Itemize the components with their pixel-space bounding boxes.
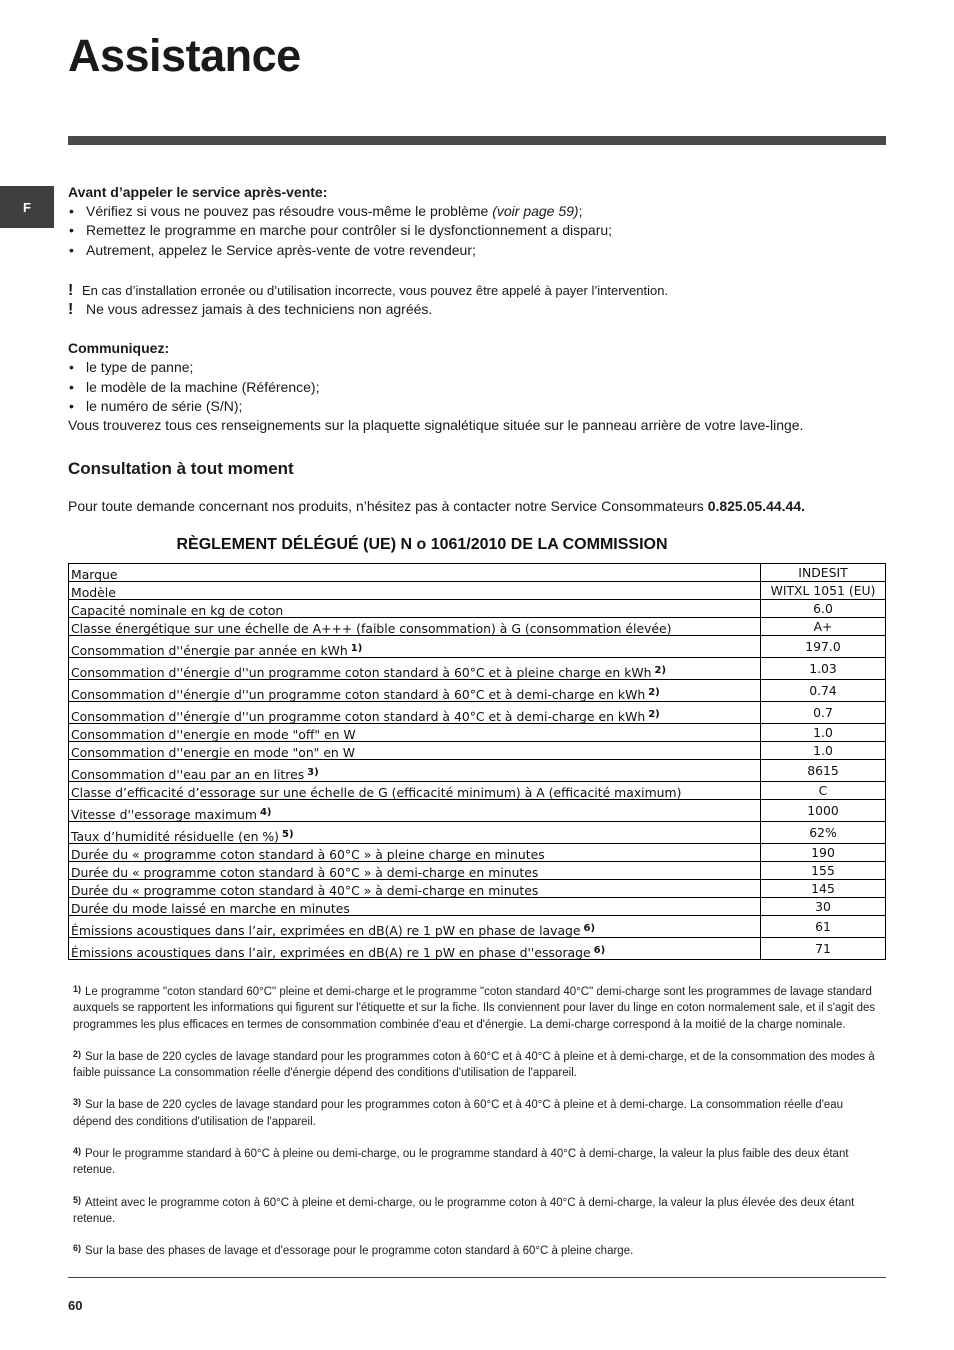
footnotes xyxy=(73,981,883,1273)
row-label: Émissions acoustiques dans l’air, exprimées en dB(A) re 1 pW en phase de lavage $^{6)}$ xyxy=(69,916,761,938)
row-label: Consommation d''énergie d''un programme coton standard à 40°C et à demi-charge en kWh $^{2)}$ xyxy=(69,702,761,724)
communicate-footer: Vous trouverez tous ces renseignements sur la plaquette signalétique située sur le panneau arrière de votre lave-linge. xyxy=(68,417,804,434)
row-label: Consommation d''eau par an en litres $^{3)}$ xyxy=(69,760,761,782)
row-label: Marque xyxy=(69,564,761,582)
row-value: 155 xyxy=(761,862,886,880)
title-divider xyxy=(68,136,886,145)
table-row xyxy=(69,724,886,742)
table-row xyxy=(69,658,886,680)
footnote: $^{3)}$ Sur la base de 220 cycles de lavage standard pour les programmes coton à 60°C et à 40°C à pleine et à demi-charge. La consommation réelle d'eau dépend des conditions d'utilisation de l'appareil. xyxy=(73,1097,844,1128)
footnote: $^{4)}$ Pour le programme standard à 60°C à pleine ou demi-charge, ou le programme standard à 40°C à demi-charge, la valeur la plus faible des deux étant retenue. xyxy=(73,1146,849,1177)
footnote: $^{6)}$ Sur la base des phases de lavage et d'essorage pour le programme coton standard à 60°C à pleine charge. xyxy=(73,1243,634,1258)
communicate-list xyxy=(68,358,888,416)
table-row xyxy=(69,636,886,658)
footnote-marker: 3) xyxy=(73,1097,82,1108)
footnote: $^{2)}$ Sur la base de 220 cycles de lavage standard pour les programmes coton à 60°C et à 40°C à pleine et à demi-charge, et de la consommation des modes à faible puissance La consommation réelle d'énergie dépend des conditions d'utilisation de l'appareil. xyxy=(73,1048,875,1080)
table-row xyxy=(69,680,886,702)
row-value: A+ xyxy=(761,618,886,636)
language-tab: F xyxy=(0,186,54,228)
warning-note: ! En cas d’installation erronée ou d’utilisation incorrecte, vous pouvez être appelé à payer l’intervention. xyxy=(68,281,669,299)
consultation-text: Pour toute demande concernant nos produits, n’hésitez pas à contacter notre Service Consommateurs 0.825.05.44.44. xyxy=(68,498,805,515)
before-call-list xyxy=(68,202,888,260)
row-value: 145 xyxy=(761,880,886,898)
table-row xyxy=(69,938,886,960)
table-row xyxy=(69,862,886,880)
page-reference: (voir page 59) xyxy=(492,203,579,220)
row-value: 197.0 xyxy=(761,636,886,658)
table-row xyxy=(69,742,886,760)
footnote-marker: 5) xyxy=(73,1194,82,1205)
footnote-marker: 4) xyxy=(259,807,272,818)
table-row xyxy=(69,782,886,800)
table-row xyxy=(69,564,886,582)
table-row xyxy=(69,702,886,724)
row-value: 8615 xyxy=(761,760,886,782)
warning-note: ! Ne vous adressez jamais à des techniciens non agréés. xyxy=(68,301,433,319)
row-label: Consommation d''énergie d''un programme coton standard à 60°C et à demi-charge en kWh $^{2)}$ xyxy=(69,680,761,702)
row-label: Consommation d''energie en mode "off" en W xyxy=(69,724,761,742)
row-value: 30 xyxy=(761,898,886,916)
table-row xyxy=(69,760,886,782)
footnote-marker: 2) xyxy=(648,709,660,720)
row-value: 1000 xyxy=(761,800,886,822)
row-value: 1.0 xyxy=(761,724,886,742)
footnote-marker: 6) xyxy=(583,923,596,934)
row-value: 190 xyxy=(761,844,886,862)
row-label: Durée du « programme coton standard à 40°C » à demi-charge en minutes xyxy=(69,880,761,898)
list-item: • Remettez le programme en marche pour contrôler si le dysfonctionnement a disparu; xyxy=(68,221,888,240)
row-value: 1.03 xyxy=(761,658,886,680)
row-label: Consommation d''energie en mode "on" en W xyxy=(69,742,761,760)
row-value: 0.7 xyxy=(761,702,886,724)
row-value: C xyxy=(761,782,886,800)
list-item: • Autrement, appelez le Service après-vente de votre revendeur; xyxy=(68,241,888,260)
row-value: 0.74 xyxy=(761,680,886,702)
table-row xyxy=(69,916,886,938)
row-value: 71 xyxy=(761,938,886,960)
page-number: 60 xyxy=(68,1298,83,1313)
row-label: Durée du « programme coton standard à 60°C » à pleine charge en minutes xyxy=(69,844,761,862)
row-value: 61 xyxy=(761,916,886,938)
row-label: Taux d’humidité résiduelle (en %) $^{5)}$ xyxy=(69,822,761,844)
table-row xyxy=(69,844,886,862)
row-label: Vitesse d''essorage maximum $^{4)}$ xyxy=(69,800,761,822)
table-row xyxy=(69,822,886,844)
footnote-marker: 3) xyxy=(307,767,319,778)
footnote-marker: 6) xyxy=(593,945,606,956)
list-item: • le type de panne; xyxy=(68,358,888,377)
footnote-marker: 6) xyxy=(73,1243,82,1254)
list-item: • le numéro de série (S/N); xyxy=(68,397,888,416)
page-title: Assistance xyxy=(68,30,301,81)
regulation-title: RÈGLEMENT DÉLÉGUÉ (UE) N o 1061/2010 DE LA COMMISSION xyxy=(176,536,668,553)
list-item: • Vérifiez si vous ne pouvez pas résoudre vous-même le problème (voir page 59); xyxy=(68,202,888,221)
footnote-marker: 2) xyxy=(654,665,667,676)
footnote-marker: 2) xyxy=(73,1048,82,1059)
footnote: $^{1)}$ Le programme "coton standard 60°C" pleine et demi-charge et le programme "coton standard 40°C" demi-charge sont les programmes de lavage standard auxquels se rapportent les informations qui figurent sur l'étiquette et sur la fiche. Ils conviennent pour laver du linge en coton normalement sale, et il s'agit des programmes les plus efficaces en termes de consommation combinée d'eau et d'énergie. La demi-charge correspond à la moitié de la charge nominale. xyxy=(73,984,876,1031)
exclamation-icon: ! xyxy=(68,281,74,299)
row-value: WITXL 1051 (EU) xyxy=(761,582,886,600)
row-label: Capacité nominale en kg de coton xyxy=(69,600,761,618)
before-call-heading: Avant d’appeler le service après-vente: xyxy=(68,184,328,200)
row-value: 62% xyxy=(761,822,886,844)
table-row xyxy=(69,582,886,600)
list-item: • le modèle de la machine (Référence); xyxy=(68,378,888,397)
row-value: INDESIT xyxy=(761,564,886,582)
table-row xyxy=(69,800,886,822)
service-phone-number: 0.825.05.44.44. xyxy=(707,498,805,515)
product-fiche-table xyxy=(68,563,886,960)
table-row xyxy=(69,880,886,898)
footnote-marker: 1) xyxy=(350,643,363,654)
row-label: Consommation d''énergie par année en kWh $^{1)}$ xyxy=(69,636,761,658)
row-label: Durée du « programme coton standard à 60°C » à demi-charge en minutes xyxy=(69,862,761,880)
footnote-marker: 5) xyxy=(281,829,294,840)
footer-divider xyxy=(68,1277,886,1278)
row-label: Émissions acoustiques dans l’air, exprimées en dB(A) re 1 pW en phase d''essorage $^{6)}$ xyxy=(69,938,761,960)
table-row xyxy=(69,600,886,618)
footnote-marker: 2) xyxy=(648,687,660,698)
row-label: Consommation d''énergie d''un programme coton standard à 60°C et à pleine charge en kWh $^{2)}$ xyxy=(69,658,761,680)
row-value: 6.0 xyxy=(761,600,886,618)
assistance-content xyxy=(68,183,888,517)
footnote-marker: 4) xyxy=(73,1146,82,1157)
footnote: $^{5)}$ Atteint avec le programme coton à 60°C à pleine et demi-charge, ou le programme coton à 40°C à demi-charge, la valeur la plus élevée des deux étant retenue. xyxy=(73,1194,855,1225)
exclamation-icon: ! xyxy=(68,301,74,319)
row-label: Durée du mode laissé en marche en minutes xyxy=(69,898,761,916)
row-label: Modèle xyxy=(69,582,761,600)
row-value: 1.0 xyxy=(761,742,886,760)
table-row xyxy=(69,898,886,916)
footnote-marker: 1) xyxy=(73,984,82,994)
row-label: Classe énergétique sur une échelle de A+++ (faible consommation) à G (consommation élevée) xyxy=(69,618,761,636)
table-row xyxy=(69,618,886,636)
consultation-heading: Consultation à tout moment xyxy=(68,459,294,479)
communicate-heading: Communiquez: xyxy=(68,340,170,357)
row-label: Classe d’efficacité d’essorage sur une échelle de G (efficacité minimum) à A (efficacité maximum) xyxy=(69,782,761,800)
